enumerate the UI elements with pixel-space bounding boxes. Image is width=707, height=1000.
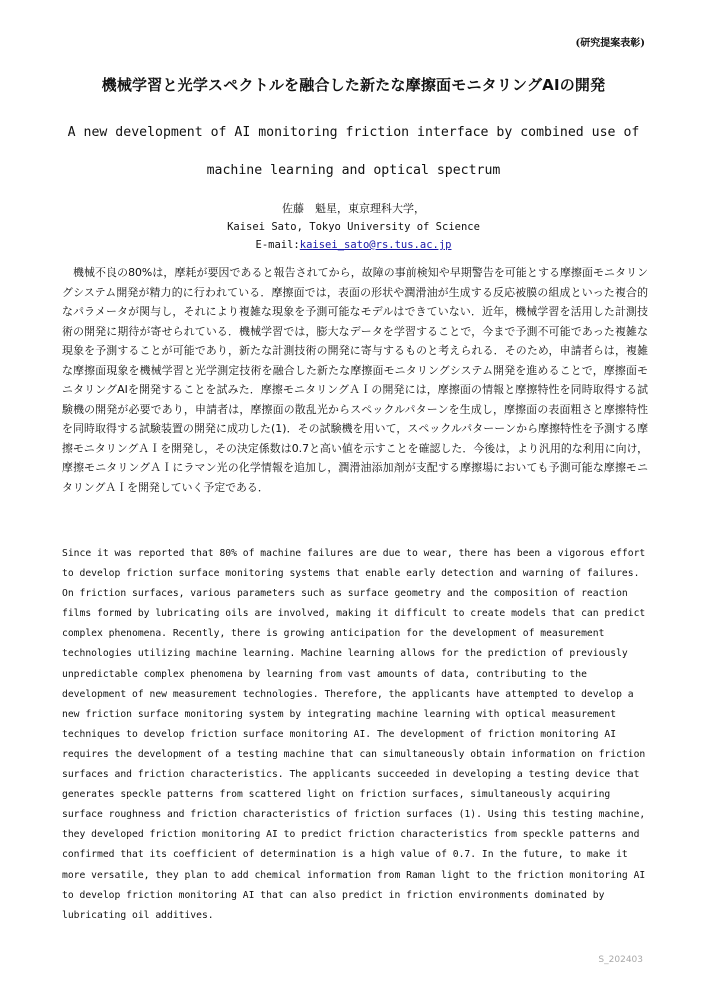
author-english: Kaisei Sato, Tokyo University of Science <box>227 221 480 233</box>
abstract-japanese: 機械不良の80%は，摩耗が要因であると報告されてから，故障の事前検知や早期警告を可能とする摩擦面モニタリングシステム開発が精力的に行われている．摩擦面では，表面の形状や潤滑油が生成する反応被膜の組成といった複合的なパラメータが関与し，それにより複雑な現象を予測可能なモデルはできていない．近年，機械学習を活用した計測技術の開発に期待が寄せられている．機械学習では，膨大なデータを学習することで，今まで予測不可能であった複雑な現象を予測することが可能であり，新たな計測技術の開発に寄与するものと考えられる．そのため，申請者らは，複雑な摩擦面現象を機械学習と光学測定技術を融合した新たな摩擦面モニタリングシステム開発を進めることで，摩擦面モニタリングAIを開発することを試みた．摩擦モニタリングＡＩの開発には，摩擦面の情報と摩擦特性を同時取得する試験機の開発が必要であり，申請者は，摩擦面の散乱光からスペックルパターンを生成し，摩擦面の表面粗さと摩擦特性を同時取得する試験装置の開発に成功した(1)．その試験機を用いて，スペックルパターーンから摩擦特性を予測する摩擦モニタリングＡＩを開発し，その決定係数は0.7と高い値を示すことを確認した．今後は，より汎用的な利用に向け，摩擦モニタリングＡＩにラマン光の化学情報を追加し，潤滑油添加剤が支配する摩擦場においても予測可能な摩擦モニタリングＡＩを開発していく予定である． <box>62 266 648 494</box>
title-english: A new development of AI monitoring friction interface by combined use of machine learning and optical spectrum <box>67 125 640 178</box>
author-japanese: 佐藤 魁星，東京理科大学， <box>282 202 425 215</box>
footer-code: S_202403 <box>598 955 643 965</box>
author-email-line <box>0 236 707 254</box>
author-block <box>0 200 707 254</box>
email-link[interactable]: kaisei_sato@rs.tus.ac.jp <box>299 239 452 251</box>
abstract-english: Since it was reported that 80% of machine failures are due to wear, there has been a vigorous effort to develop friction surface monitoring systems that enable early detection and warning of failures. On friction surfaces, various parameters such as surface geometry and the composition of reaction films formed by lubricating oils are involved, making it difficult to create models that can predict complex phenomena. Recently, there is growing anticipation for the development of measurement technologies utilizing machine learning. Machine learning allows for the prediction of previously unpredictable complex phenomena by learning from vast amounts of data, contributing to the development of new measurement technologies. Therefore, the applicants have attempted to develop a new friction surface monitoring system by integrating machine learning with optical measurement techniques to develop friction surface monitoring AI. The development of friction monitoring AI requires the development of a testing machine that can simultaneously obtain information on friction surfaces and friction characteristics. The applicants succeeded in developing a testing device that generates speckle patterns from scattered light on friction surfaces, simultaneously acquiring surface roughness and friction characteristics of friction surfaces (1). Using this testing machine, they developed friction monitoring AI to predict friction characteristics from speckle patterns and confirmed that its coefficient of determination is a high value of 0.7. In the future, to make it more versatile, they plan to add chemical information from Raman light to the friction monitoring AI to develop friction monitoring AI that can also predict in friction environments dominated by lubricating oil additives. <box>62 548 646 921</box>
email-label: E-mail: <box>255 239 300 251</box>
category-label: (研究提案表彰) <box>575 38 645 49</box>
title-japanese: 機械学習と光学スペクトルを融合した新たな摩擦面モニタリングAIの開発 <box>101 76 606 94</box>
